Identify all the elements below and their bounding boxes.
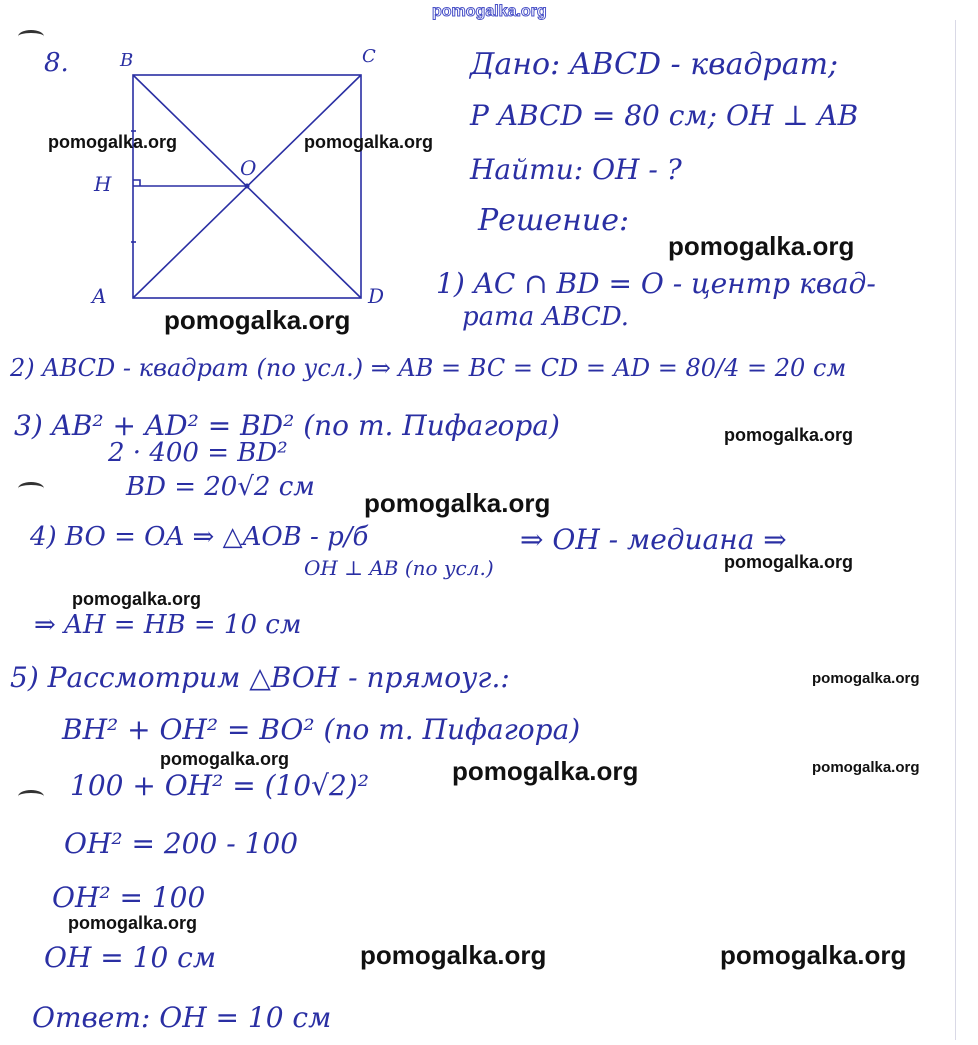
step-5d: OH² = 200 - 100 — [64, 827, 299, 860]
watermark: pomogalka.org — [452, 756, 639, 786]
answer-line: Ответ: OH = 10 см — [32, 1001, 332, 1034]
given-line-2: P ABCD = 80 см; OH ⊥ AB — [470, 99, 859, 132]
step-3c: BD = 20√2 см — [126, 472, 315, 502]
watermark-top: pomogalka.org — [432, 3, 547, 20]
label-d: D — [368, 284, 385, 308]
label-h: H — [94, 172, 112, 196]
step-5a: 5) Рассмотрим △BOH - прямоуг.: — [10, 661, 510, 694]
step-3b: 2 · 400 = BD² — [108, 438, 288, 468]
step-4b: OH ⊥ AB (по усл.) — [304, 556, 494, 580]
step-5f: OH = 10 см — [44, 941, 217, 974]
step-4d: ⇒ AH = HB = 10 см — [34, 610, 302, 640]
watermark: pomogalka.org — [360, 940, 547, 970]
label-a: A — [92, 284, 107, 308]
watermark: pomogalka.org — [48, 132, 178, 152]
watermark: pomogalka.org — [724, 425, 854, 445]
given-line-4: Решение: — [478, 203, 630, 238]
step-1b: рата ABCD. — [462, 302, 630, 332]
step-5e: OH² = 100 — [52, 881, 206, 914]
watermark: pomogalka.org — [72, 589, 202, 609]
watermark: pomogalka.org — [160, 749, 290, 769]
given-line-3: Найти: OH - ? — [470, 153, 682, 186]
label-b: B — [120, 50, 134, 71]
step-1a: 1) AC ∩ BD = O - центр квад- — [436, 267, 876, 300]
problem-number: 8. — [44, 48, 69, 78]
watermark: pomogalka.org — [164, 305, 351, 335]
step-4a: 4) BO = OA ⇒ △AOB - р/б — [30, 522, 369, 552]
watermark: pomogalka.org — [812, 759, 920, 776]
step-3a: 3) AB² + AD² = BD² (по т. Пифагора) — [14, 409, 560, 442]
right-angle-mark — [133, 180, 140, 186]
label-c: C — [362, 46, 376, 67]
watermark: pomogalka.org — [304, 132, 434, 152]
watermark: pomogalka.org — [720, 940, 907, 970]
watermark: pomogalka.org — [668, 231, 855, 261]
watermark: pomogalka.org — [812, 670, 920, 687]
step-4c: ⇒ OH - медиана ⇒ — [520, 523, 787, 556]
label-o: O — [240, 156, 257, 180]
watermark: pomogalka.org — [68, 913, 198, 933]
watermark: pomogalka.org — [364, 488, 551, 518]
step-5c: 100 + OH² = (10√2)² — [70, 769, 369, 802]
point-o — [245, 184, 250, 189]
step-5b: BH² + OH² = BO² (по т. Пифагора) — [62, 713, 581, 746]
given-line-1: Дано: ABCD - квадрат; — [470, 47, 839, 82]
watermark: pomogalka.org — [724, 552, 854, 572]
step-2: 2) ABCD - квадрат (по усл.) ⇒ AB = BC = CD = AD = 80/4 = 20 см — [10, 354, 847, 382]
